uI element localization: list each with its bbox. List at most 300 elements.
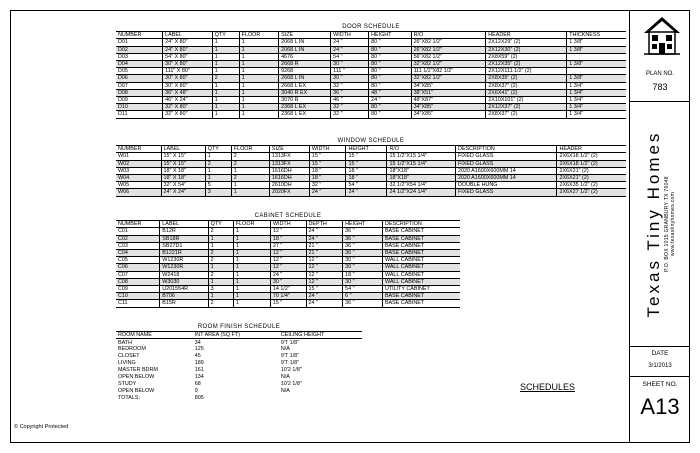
table-cell: 2X6X41" (2) bbox=[486, 89, 567, 96]
table-cell: 1 bbox=[233, 300, 270, 307]
table-cell: B706 bbox=[160, 293, 208, 300]
table-row bbox=[116, 293, 460, 300]
table-row bbox=[116, 46, 626, 53]
table-cell: 2 bbox=[208, 271, 233, 278]
table-cell: 26"X82 1/2" bbox=[411, 46, 486, 53]
table-cell: 15 " bbox=[346, 160, 387, 167]
table-cell: 3040 R EX bbox=[279, 89, 331, 96]
table-cell: 2 bbox=[231, 175, 269, 182]
table-cell: 10'2 1/8" bbox=[280, 381, 302, 388]
table-cell: 2X12X37" (2) bbox=[486, 104, 567, 111]
table-row bbox=[116, 367, 362, 374]
table-row bbox=[116, 286, 460, 293]
table-cell: 1 bbox=[239, 82, 278, 89]
table-cell: N/A bbox=[280, 374, 290, 381]
table-cell: 38"X51" bbox=[411, 89, 486, 96]
table-cell: B1221R bbox=[160, 250, 208, 257]
table-cell bbox=[567, 68, 626, 75]
table-cell: WALL CABINET bbox=[382, 271, 460, 278]
table-cell: W2418 bbox=[160, 271, 208, 278]
table-cell: 2368 L EX bbox=[279, 104, 331, 111]
table-row bbox=[116, 111, 626, 118]
table-cell: BASE CABINET bbox=[382, 300, 460, 307]
table-row bbox=[116, 257, 460, 264]
table-cell: 6 " bbox=[343, 293, 383, 300]
table-cell: 2X6X21" (2) bbox=[557, 167, 626, 174]
table-cell: B15R bbox=[160, 300, 208, 307]
table-row bbox=[116, 153, 626, 160]
table-cell: W1230R bbox=[160, 264, 208, 271]
table-cell: C08 bbox=[116, 278, 160, 285]
table-cell: 30 " bbox=[331, 75, 369, 82]
table-row bbox=[116, 353, 362, 360]
table-row bbox=[116, 182, 626, 189]
table-cell: 1 bbox=[231, 189, 269, 196]
table-cell: 24 1/2"X24 1/4" bbox=[387, 189, 455, 196]
brand-address: P.O. BOX 1015 GRANBURY TX 76048 bbox=[664, 176, 670, 272]
plan-no-value: 783 bbox=[652, 82, 668, 92]
table-cell: 32"X82 1/2" bbox=[411, 75, 486, 82]
table-cell: 2610DH bbox=[269, 182, 309, 189]
table-cell: 1 3/4" bbox=[567, 111, 626, 118]
table-cell: 1 bbox=[233, 235, 270, 242]
column-header: QTY bbox=[212, 32, 239, 39]
table-cell: 80 " bbox=[369, 68, 411, 75]
table-cell: 14 1/2" bbox=[270, 286, 306, 293]
table-cell: 2668 R bbox=[279, 61, 331, 68]
table-cell: 36 " bbox=[343, 250, 383, 257]
table-cell: D02 bbox=[116, 46, 163, 53]
table-row bbox=[116, 264, 460, 271]
column-header: DEPTH bbox=[306, 221, 343, 228]
table-cell: D11 bbox=[116, 111, 163, 118]
table-cell: W06 bbox=[116, 189, 161, 196]
table-cell: 34"X85" bbox=[411, 104, 486, 111]
table-row bbox=[116, 89, 626, 96]
table-cell: 2668 L EX bbox=[279, 82, 331, 89]
table-cell: 1 bbox=[212, 46, 239, 53]
table-cell: 1 bbox=[239, 104, 278, 111]
table-cell: C06 bbox=[116, 264, 160, 271]
table-cell: D10 bbox=[116, 104, 163, 111]
table-cell: 1 bbox=[208, 264, 233, 271]
table-cell: 1 bbox=[239, 97, 278, 104]
table-cell bbox=[279, 395, 362, 402]
table-cell: BASE CABINET bbox=[382, 293, 460, 300]
table-cell: 2X6X35 1/2" (2) bbox=[557, 182, 626, 189]
column-header: HEIGHT bbox=[346, 146, 387, 153]
table-cell: 134 bbox=[194, 374, 204, 381]
table-cell: W3030 bbox=[160, 278, 208, 285]
cabinet-schedule-title: CABINET SCHEDULE bbox=[254, 213, 322, 219]
date-value: 3/1/2013 bbox=[648, 363, 672, 369]
table-cell: 9 bbox=[194, 388, 198, 395]
table-cell: 15 " bbox=[309, 153, 346, 160]
table-row bbox=[116, 160, 626, 167]
table-cell: 9'T 1/8" bbox=[280, 360, 300, 367]
house-logo-icon bbox=[642, 15, 682, 57]
table-cell: 2X8X37" (2) bbox=[486, 111, 567, 118]
table-cell: D09 bbox=[116, 97, 163, 104]
table-cell: 15 " bbox=[346, 153, 387, 160]
table-cell: 30" X 80" bbox=[163, 75, 213, 82]
table-row bbox=[116, 68, 626, 75]
table-cell: 1 bbox=[212, 104, 239, 111]
table-cell: 1 bbox=[239, 89, 278, 96]
table-row bbox=[116, 175, 626, 182]
table-cell: W1230R bbox=[160, 257, 208, 264]
room-finish-schedule-table bbox=[116, 324, 362, 402]
column-header: QTY bbox=[208, 221, 233, 228]
table-cell: 34 bbox=[194, 339, 201, 346]
table-cell: 1 bbox=[233, 286, 270, 293]
table-cell: 30 " bbox=[343, 278, 383, 285]
table-cell: 80 " bbox=[369, 82, 411, 89]
table-cell: 1 bbox=[212, 61, 239, 68]
table-row bbox=[116, 104, 626, 111]
table-cell: 1 3/8" bbox=[567, 39, 626, 46]
table-cell: 15 " bbox=[309, 160, 346, 167]
date-label: DATE bbox=[651, 350, 669, 357]
table-cell: 1 bbox=[212, 53, 239, 60]
table-cell: 2 bbox=[208, 300, 233, 307]
column-header: LABEL bbox=[163, 32, 213, 39]
table-cell: 80 " bbox=[369, 61, 411, 68]
table-cell: 1 bbox=[212, 89, 239, 96]
table-cell: 2 bbox=[208, 228, 233, 235]
table-cell: BASE CABINET bbox=[382, 250, 460, 257]
table-cell: 1 bbox=[212, 39, 239, 46]
table-cell: FIXED GLASS bbox=[455, 153, 557, 160]
table-cell: 80 " bbox=[369, 111, 411, 118]
table-cell: 1 bbox=[208, 235, 233, 242]
column-header: NUMBER bbox=[116, 146, 161, 153]
brand-name: Texas Tiny Homes bbox=[644, 130, 663, 318]
table-cell: FIXED GLASS bbox=[455, 189, 557, 196]
table-cell: 10'2 1/8" bbox=[280, 367, 302, 374]
column-header: WIDTH bbox=[270, 221, 306, 228]
column-header: WIDTH bbox=[331, 32, 369, 39]
table-cell: 2 bbox=[208, 257, 233, 264]
table-cell: 1 bbox=[212, 68, 239, 75]
table-cell: W05 bbox=[116, 182, 161, 189]
table-cell: 24 " bbox=[369, 97, 411, 104]
table-cell: 18 " bbox=[270, 235, 306, 242]
table-cell: 1 bbox=[212, 111, 239, 118]
table-cell: 12 " bbox=[306, 278, 343, 285]
table-cell: 56"X82 1/2" bbox=[411, 53, 486, 60]
table-cell: 24 " bbox=[306, 300, 343, 307]
table-cell: W01 bbox=[116, 153, 161, 160]
table-cell: C02 bbox=[116, 235, 160, 242]
table-cell: 1 bbox=[239, 68, 278, 75]
table-cell: 3 bbox=[205, 189, 231, 196]
column-header: ROOM NAME bbox=[116, 332, 193, 339]
table-cell: UTILITY CABINET bbox=[382, 286, 460, 293]
table-cell: 2X12X30" (2) bbox=[486, 46, 567, 53]
table-row bbox=[116, 271, 460, 278]
table-cell: 24 " bbox=[346, 189, 387, 196]
table-cell: 18" X 18" bbox=[161, 175, 205, 182]
table-cell: 2068 L IN bbox=[279, 46, 331, 53]
column-header: HEIGHT bbox=[343, 221, 383, 228]
table-cell: 1 bbox=[239, 61, 278, 68]
table-cell: 32" X 54" bbox=[161, 182, 205, 189]
table-cell: 2X12X35" (2) bbox=[486, 61, 567, 68]
table-cell: 2068 L IN bbox=[279, 39, 331, 46]
table-cell: 3070 R bbox=[279, 97, 331, 104]
table-cell: 2X12X29" (2) bbox=[486, 39, 567, 46]
table-row bbox=[116, 189, 626, 196]
table-cell: 80 " bbox=[369, 53, 411, 60]
table-cell: 18"X18" bbox=[387, 167, 455, 174]
table-cell: 2020 A1600X600MM 14 bbox=[455, 175, 557, 182]
table-row bbox=[116, 82, 626, 89]
table-cell: 36" X 48" bbox=[163, 89, 213, 96]
table-cell: 9'T 1/8" bbox=[280, 353, 300, 360]
brand-panel bbox=[630, 104, 690, 344]
table-cell: 1 bbox=[239, 39, 278, 46]
table-row bbox=[116, 346, 362, 353]
table-cell: 32 " bbox=[331, 104, 369, 111]
brand-website: www.texastinyhomes.com bbox=[670, 191, 676, 257]
table-cell: D03 bbox=[116, 53, 163, 60]
table-cell: 30 " bbox=[343, 257, 383, 264]
door-schedule-title: DOOR SCHEDULE bbox=[342, 24, 400, 30]
table-cell: 46" X 24" bbox=[163, 97, 213, 104]
table-row bbox=[116, 53, 626, 60]
table-cell: 1313FX bbox=[269, 153, 309, 160]
table-row bbox=[116, 235, 460, 242]
title-block-separator bbox=[630, 101, 690, 102]
column-header: LABEL bbox=[161, 146, 205, 153]
table-cell: 2X8X35" (2) bbox=[486, 75, 567, 82]
column-header: HEIGHT bbox=[369, 32, 411, 39]
table-cell: 15" X 15" bbox=[161, 160, 205, 167]
table-cell: 1 3/8" bbox=[567, 61, 626, 68]
column-header: DESCRIPTION bbox=[382, 221, 460, 228]
table-cell: 2 bbox=[231, 153, 269, 160]
table-cell: 1 bbox=[233, 271, 270, 278]
table-cell: 32 " bbox=[331, 111, 369, 118]
table-cell: BATH bbox=[118, 339, 132, 346]
column-header: LABEL bbox=[160, 221, 208, 228]
table-cell: 30" X 80" bbox=[163, 82, 213, 89]
table-cell: W04 bbox=[116, 175, 161, 182]
table-header-row bbox=[116, 146, 626, 153]
table-cell: 24 " bbox=[331, 39, 369, 46]
table-row bbox=[116, 395, 362, 402]
table-cell: 2 bbox=[205, 160, 231, 167]
table-cell: 1 3/8" bbox=[567, 46, 626, 53]
table-cell: 1616DH bbox=[269, 175, 309, 182]
copyright-notice: © Copyright Protected bbox=[14, 424, 69, 430]
table-cell: 805 bbox=[194, 395, 204, 402]
table-cell: 32" X 80" bbox=[163, 104, 213, 111]
table-cell: 12 " bbox=[306, 257, 343, 264]
table-cell: 1 bbox=[212, 97, 239, 104]
table-cell: 34"X85" bbox=[411, 82, 486, 89]
table-cell: 18 " bbox=[309, 167, 346, 174]
table-row bbox=[116, 300, 460, 307]
table-row bbox=[116, 97, 626, 104]
table-cell: W02 bbox=[116, 160, 161, 167]
table-cell: SB27D1 bbox=[160, 242, 208, 249]
table-cell: D08 bbox=[116, 89, 163, 96]
table-cell: 21 " bbox=[306, 250, 343, 257]
table-cell: 1 3/4" bbox=[567, 89, 626, 96]
table-cell: 15 " bbox=[270, 300, 306, 307]
table-cell: 1 bbox=[205, 175, 231, 182]
column-header: DESCRIPTION bbox=[455, 146, 557, 153]
table-cell: 30 " bbox=[343, 264, 383, 271]
table-cell: 2 bbox=[208, 250, 233, 257]
table-cell: C11 bbox=[116, 300, 160, 307]
table-cell: 54 " bbox=[346, 182, 387, 189]
table-cell: 48"X87" bbox=[411, 97, 486, 104]
table-cell: BASE CABINET bbox=[382, 242, 460, 249]
column-header: SIZE bbox=[279, 32, 331, 39]
table-cell: 125 bbox=[194, 346, 204, 353]
table-cell: 111 1/2"X82 1/2" bbox=[411, 68, 486, 75]
table-cell: 30 " bbox=[270, 278, 306, 285]
table-cell: 36 " bbox=[343, 235, 383, 242]
table-cell: 1 bbox=[233, 293, 270, 300]
table-cell: BASE CABINET bbox=[382, 228, 460, 235]
column-header: R/O bbox=[411, 32, 486, 39]
plan-no-label: PLAN NO. bbox=[645, 71, 674, 77]
table-cell: 1 bbox=[239, 46, 278, 53]
table-row bbox=[116, 61, 626, 68]
table-cell: 12 " bbox=[270, 257, 306, 264]
table-cell: 189 bbox=[194, 360, 204, 367]
table-cell: 12 " bbox=[270, 264, 306, 271]
table-cell: 2X8X37" (2) bbox=[486, 82, 567, 89]
sheet-title: SCHEDULES bbox=[520, 382, 576, 392]
table-cell: 1 bbox=[233, 250, 270, 257]
column-header: CEILING HEIGHT bbox=[279, 332, 362, 339]
table-cell: 18 " bbox=[346, 175, 387, 182]
table-cell: 32 " bbox=[331, 82, 369, 89]
table-cell: 1 bbox=[239, 75, 278, 82]
table-cell: 2X6X27 1/2" (2) bbox=[557, 189, 626, 196]
table-cell: 45 bbox=[194, 353, 201, 360]
table-cell: 32" X 80" bbox=[163, 111, 213, 118]
table-cell: D01 bbox=[116, 39, 163, 46]
table-cell: 15 1/2"X15 1/4" bbox=[387, 160, 455, 167]
table-cell: 2020FX bbox=[269, 189, 309, 196]
table-cell: 54 " bbox=[331, 53, 369, 60]
room-finish-schedule-title: ROOM FINISH SCHEDULE bbox=[197, 324, 281, 330]
table-cell: 9268 bbox=[279, 68, 331, 75]
table-cell: 111 " bbox=[331, 68, 369, 75]
table-row bbox=[116, 388, 362, 395]
column-header: THICKNESS bbox=[567, 32, 626, 39]
table-cell: 36 " bbox=[343, 300, 383, 307]
table-cell: 12 " bbox=[270, 250, 306, 257]
table-cell: 32"X82 1/2" bbox=[411, 61, 486, 68]
table-cell: 24 " bbox=[270, 271, 306, 278]
table-cell: 9'T 1/8" bbox=[280, 339, 300, 346]
table-cell: 18 " bbox=[343, 271, 383, 278]
table-cell: BASE CABINET bbox=[382, 235, 460, 242]
table-cell: CLOSET bbox=[118, 353, 140, 360]
door-schedule-table bbox=[116, 24, 626, 119]
sheet-no-label: SHEET NO. bbox=[642, 381, 678, 388]
table-header-row bbox=[116, 332, 362, 339]
table-cell: 26"X82 1/2" bbox=[411, 39, 486, 46]
table-cell: 1 bbox=[233, 278, 270, 285]
table-row bbox=[116, 374, 362, 381]
table-cell: 36 " bbox=[343, 242, 383, 249]
table-cell: 2X12X111 1/2" (2) bbox=[486, 68, 567, 75]
table-cell: 48 " bbox=[369, 89, 411, 96]
column-header: WIDTH bbox=[309, 146, 346, 153]
table-cell: 24 " bbox=[309, 189, 346, 196]
column-header: HEADER bbox=[557, 146, 626, 153]
table-cell: 15 " bbox=[306, 286, 343, 293]
column-header: QTY bbox=[205, 146, 231, 153]
table-cell: 1 bbox=[233, 264, 270, 271]
table-cell: 24 " bbox=[306, 235, 343, 242]
table-cell: 1 bbox=[231, 182, 269, 189]
column-header: HEADER bbox=[486, 32, 567, 39]
table-row bbox=[116, 250, 460, 257]
table-cell: C09 bbox=[116, 286, 160, 293]
table-cell: 27 " bbox=[270, 242, 306, 249]
table-cell: 3 bbox=[208, 286, 233, 293]
table-cell: 2 bbox=[231, 160, 269, 167]
window-schedule-table bbox=[116, 138, 626, 197]
table-cell: 68 bbox=[194, 381, 201, 388]
table-cell: 2668 L IN bbox=[279, 75, 331, 82]
table-row bbox=[116, 228, 460, 235]
table-cell: 5 bbox=[205, 182, 231, 189]
table-cell: 1 3/4" bbox=[567, 82, 626, 89]
table-cell: 80 " bbox=[369, 104, 411, 111]
column-header: FLOOR bbox=[239, 32, 278, 39]
table-cell: 1 bbox=[212, 82, 239, 89]
table-cell: D07 bbox=[116, 82, 163, 89]
table-cell: 1 bbox=[239, 111, 278, 118]
table-cell: N/A bbox=[280, 346, 290, 353]
table-cell: LIVING bbox=[118, 360, 136, 367]
table-cell: 2020 A1600X600MM 14 bbox=[455, 167, 557, 174]
table-row bbox=[116, 242, 460, 249]
table-cell: WALL CABINET bbox=[382, 264, 460, 271]
table-cell: 32 " bbox=[309, 182, 346, 189]
table-cell: 2 bbox=[212, 75, 239, 82]
table-row bbox=[116, 278, 460, 285]
table-cell: 2368 L EX bbox=[279, 111, 331, 118]
table-cell: B12R bbox=[160, 228, 208, 235]
table-cell: 1 bbox=[205, 167, 231, 174]
table-cell: WALL CABINET bbox=[382, 257, 460, 264]
table-cell bbox=[567, 53, 626, 60]
table-cell: 18"X18" bbox=[387, 175, 455, 182]
table-cell: 111" X 80" bbox=[163, 68, 213, 75]
table-cell: 18 " bbox=[346, 167, 387, 174]
table-cell: 80 " bbox=[369, 39, 411, 46]
title-block-separator bbox=[630, 376, 690, 377]
table-cell: 2X6X18 1/2" (2) bbox=[557, 160, 626, 167]
table-cell: 1 bbox=[205, 153, 231, 160]
table-row bbox=[116, 75, 626, 82]
table-cell: 32 1/2"X54 1/4" bbox=[387, 182, 455, 189]
table-cell: D05 bbox=[116, 68, 163, 75]
table-cell: 2X6X18 1/2" (2) bbox=[557, 153, 626, 160]
table-cell: 1 bbox=[233, 242, 270, 249]
